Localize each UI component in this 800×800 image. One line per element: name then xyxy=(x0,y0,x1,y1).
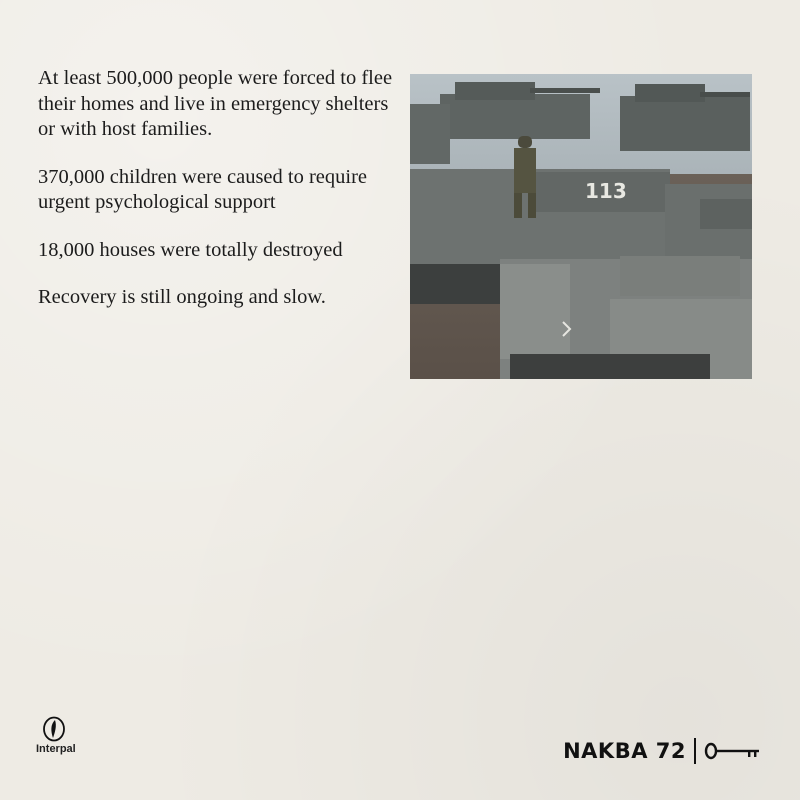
paragraph-recovery: Recovery is still ongoing and slow. xyxy=(38,286,326,308)
text-column xyxy=(38,66,398,333)
brand-divider xyxy=(694,738,696,764)
paragraph-displaced: At least 500,000 people were forced to flee their homes and live in emergency shelters or with host families. xyxy=(38,67,393,140)
interpal-logo xyxy=(36,716,96,766)
paragraph-houses: 18,000 houses were totally destroyed xyxy=(38,238,343,261)
interpal-logo-text: Interpal xyxy=(36,743,76,755)
key-icon xyxy=(704,741,762,761)
tank-marking: 113 xyxy=(585,179,627,203)
brand-lockup xyxy=(563,738,762,764)
interpal-logo-icon xyxy=(42,716,66,742)
brand-name: NAKBA 72 xyxy=(563,739,686,763)
tanks-photo xyxy=(410,74,752,379)
paragraph-children: 370,000 children were caused to require urgent psychological support xyxy=(38,165,368,213)
